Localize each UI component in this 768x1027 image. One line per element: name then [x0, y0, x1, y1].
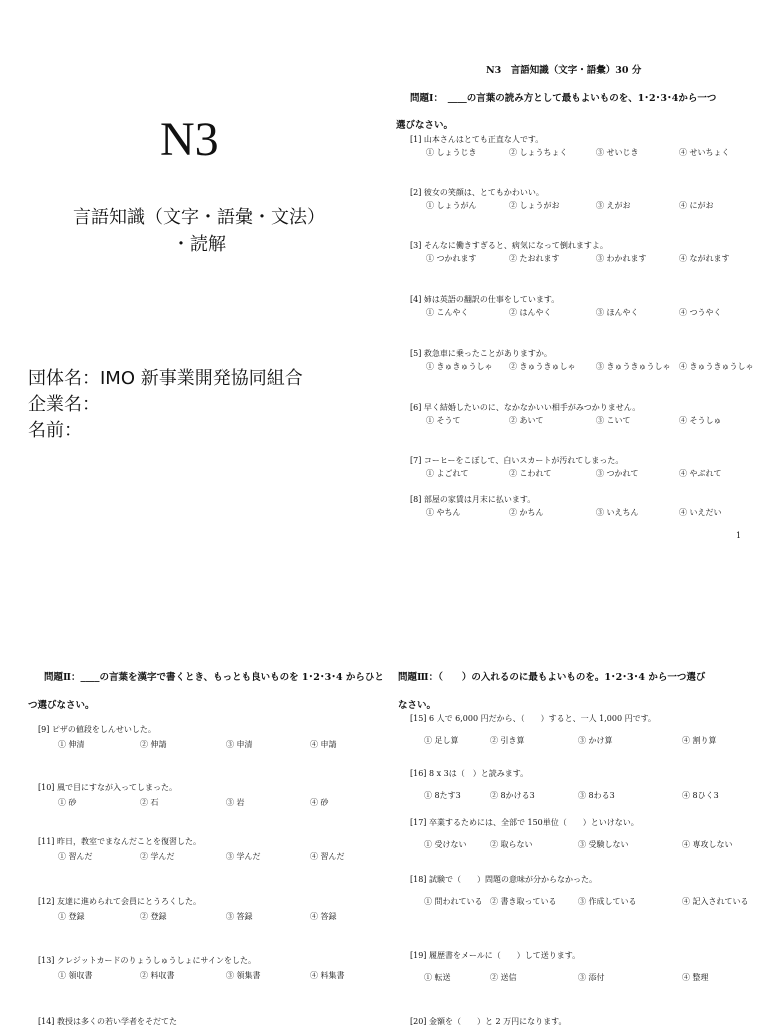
- answer-option[interactable]: ③ えがお: [596, 201, 631, 210]
- answer-option[interactable]: ④ 申請: [310, 740, 337, 749]
- answer-option[interactable]: ④ 専攻しない: [682, 840, 733, 849]
- question-stem: [4] 姉は英語の翻訳の仕事をしています。: [410, 295, 560, 304]
- answer-option[interactable]: ② 登録: [140, 912, 167, 921]
- answer-option[interactable]: ① しょうがん: [426, 201, 477, 210]
- answer-option[interactable]: ③ 受験しない: [578, 840, 629, 849]
- answer-option[interactable]: ② きゅうきゅしゃ: [509, 362, 576, 371]
- answer-option[interactable]: ④ にがお: [679, 201, 714, 210]
- answer-option[interactable]: ④ つうやく: [679, 308, 722, 317]
- answer-option[interactable]: ③ 申清: [226, 740, 253, 749]
- answer-option[interactable]: ③ 作成している: [578, 897, 637, 906]
- answer-option[interactable]: ③ こいて: [596, 416, 631, 425]
- answer-option[interactable]: ④ 記入されている: [682, 897, 749, 906]
- answer-option[interactable]: ① きゅきゅうしゃ: [426, 362, 493, 371]
- org-label: 団体名：IMO 新事業開発協同組合: [28, 368, 303, 389]
- answer-option[interactable]: ③ かけ算: [578, 736, 613, 745]
- answer-option[interactable]: ② しょうちょく: [509, 148, 568, 157]
- question-stem: [7] コーヒーをこぼして、白いスカートが汚れてしまった。: [410, 456, 624, 465]
- answer-option[interactable]: ③ きゅうきゅうしゃ: [596, 362, 671, 371]
- answer-option[interactable]: ② たおれます: [509, 254, 560, 263]
- answer-option[interactable]: ③ 岩: [226, 798, 245, 807]
- answer-option[interactable]: ② 書き取っている: [490, 897, 557, 906]
- question-stem: [19] 履歴書をメールに（ ）して送ります。: [410, 951, 581, 960]
- answer-option[interactable]: ③ 学んだ: [226, 852, 261, 861]
- answer-option[interactable]: ④ そうしゅ: [679, 416, 722, 425]
- cover-subject: [64, 204, 334, 258]
- page3-instruction-line1: 問題Ⅲ：（ ）の入れるのに最もよいものを。1･2･3･4 から一つ選び: [398, 672, 706, 683]
- question-stem: [18] 試験で（ ）問題の意味が分からなかった。: [410, 875, 597, 884]
- question-stem: [11] 昨日，教室でまなんだことを復習した。: [38, 837, 201, 846]
- question-stem: [1] 山本さんはとても正直な人です。: [410, 135, 544, 144]
- page1-instruction-line1: 問題Ⅰ： ____の言葉の読み方として最もよいものを、1･2･3･4から一つ: [410, 93, 717, 104]
- cover-level-title: N3: [160, 113, 219, 166]
- answer-option[interactable]: ④ 料集書: [310, 971, 345, 980]
- question-stem: [16] 8 x 3は（ ）と読みます。: [410, 769, 529, 778]
- answer-option[interactable]: ② 伸請: [140, 740, 167, 749]
- answer-option[interactable]: ④ 割り算: [682, 736, 717, 745]
- answer-option[interactable]: ④ 8ひく3: [682, 791, 719, 800]
- answer-option[interactable]: ② 石: [140, 798, 159, 807]
- answer-option[interactable]: ③ 領集書: [226, 971, 261, 980]
- answer-option[interactable]: ① 登録: [58, 912, 85, 921]
- answer-option[interactable]: ① 受けない: [424, 840, 467, 849]
- answer-option[interactable]: ② しょうがお: [509, 201, 560, 210]
- answer-option[interactable]: ③ いえちん: [596, 508, 639, 517]
- answer-option[interactable]: ③ 8わる3: [578, 791, 615, 800]
- answer-option[interactable]: ② はんやく: [509, 308, 552, 317]
- page2-partial-line: [14] 教授は多くの若い学者をそだてた: [38, 1017, 177, 1026]
- page-number: 1: [736, 531, 742, 540]
- page1-instruction-line2: 選びなさい。: [396, 120, 454, 131]
- answer-option[interactable]: ④ 習んだ: [310, 852, 345, 861]
- answer-option[interactable]: ① 伸清: [58, 740, 85, 749]
- name-label: 名前：: [28, 420, 82, 441]
- answer-option[interactable]: ② あいて: [509, 416, 544, 425]
- answer-option[interactable]: ① そうて: [426, 416, 461, 425]
- question-stem: [2] 彼女の笑顔は、とてもかわいい。: [410, 188, 544, 197]
- question-stem: [5] 救急車に乗ったことがありますか。: [410, 349, 552, 358]
- question-stem: [17] 卒業するためには、全部で 150単位（ ）といけない。: [410, 818, 639, 827]
- page3-instruction-line2: なさい。: [398, 700, 437, 711]
- answer-option[interactable]: ① 習んだ: [58, 852, 93, 861]
- question-stem: [13] クレジットカードのりょうしゅうしょにサインをした。: [38, 956, 256, 965]
- answer-option[interactable]: ④ 答録: [310, 912, 337, 921]
- answer-option[interactable]: ③ せいじき: [596, 148, 639, 157]
- page2-instruction-line1: 問題Ⅱ：____の言葉を漢字で書くとき、もっとも良いものを 1･2･3･4 からひと: [44, 672, 384, 683]
- answer-option[interactable]: ④ せいちょく: [679, 148, 730, 157]
- cover-subject-line1: 言語知識（文字・語彙・文法）: [73, 207, 325, 228]
- company-label: 企業名：: [28, 394, 100, 415]
- answer-option[interactable]: ① 8たす3: [424, 791, 461, 800]
- answer-option[interactable]: ① よごれて: [426, 469, 469, 478]
- answer-option[interactable]: ② 学んだ: [140, 852, 175, 861]
- answer-option[interactable]: ③ 添付: [578, 973, 605, 982]
- answer-option[interactable]: ① こんやく: [426, 308, 469, 317]
- answer-option[interactable]: ② かちん: [509, 508, 544, 517]
- answer-option[interactable]: ① 領収書: [58, 971, 93, 980]
- answer-option[interactable]: ① つかれます: [426, 254, 477, 263]
- cover-subject-line2: ・読解: [172, 234, 226, 255]
- answer-option[interactable]: ① 砂: [58, 798, 77, 807]
- question-stem: [3] そんなに働きすぎると、病気になって倒れますよ。: [410, 241, 608, 250]
- question-stem: [10] 風で目にすなが入ってしまった。: [38, 783, 177, 792]
- answer-option[interactable]: ② 引き算: [490, 736, 525, 745]
- answer-option[interactable]: ④ やぶれて: [679, 469, 722, 478]
- answer-option[interactable]: ③ つかれて: [596, 469, 639, 478]
- answer-option[interactable]: ② 料収書: [140, 971, 175, 980]
- answer-option[interactable]: ④ きゅうきゅうしゃ: [679, 362, 754, 371]
- answer-option[interactable]: ③ 答録: [226, 912, 253, 921]
- answer-option[interactable]: ② 8かける3: [490, 791, 535, 800]
- answer-option[interactable]: ④ 砂: [310, 798, 329, 807]
- answer-option[interactable]: ④ 整理: [682, 973, 709, 982]
- answer-option[interactable]: ④ いえだい: [679, 508, 722, 517]
- answer-option[interactable]: ② こわれて: [509, 469, 552, 478]
- question-stem: [8] 部屋の家賃は月末に払います。: [410, 495, 536, 504]
- answer-option[interactable]: ④ ながれます: [679, 254, 730, 263]
- answer-option[interactable]: ② 取らない: [490, 840, 533, 849]
- page1-title: N3 言語知識（文字・語彙）30 分: [486, 65, 642, 76]
- answer-option[interactable]: ① 足し算: [424, 736, 459, 745]
- question-stem: [9] ピザの値段をしんせいした。: [38, 725, 156, 734]
- answer-option[interactable]: ① 転送: [424, 973, 451, 982]
- answer-option[interactable]: ① しょうじき: [426, 148, 477, 157]
- answer-option[interactable]: ② 送信: [490, 973, 517, 982]
- question-stem: [6] 早く結婚したいのに、なかなかいい相手がみつかりません。: [410, 403, 641, 412]
- answer-option[interactable]: ① やちん: [426, 508, 461, 517]
- page3-partial-line: [20] 金額を（ ）と 2 万円になります。: [410, 1017, 567, 1026]
- answer-option[interactable]: ① 問われている: [424, 897, 483, 906]
- question-stem: [12] 友達に進められて会員にとうろくした。: [38, 897, 201, 906]
- page2-instruction-line2: つ選びなさい。: [28, 700, 95, 711]
- answer-option[interactable]: ③ わかれます: [596, 254, 647, 263]
- answer-option[interactable]: ③ ほんやく: [596, 308, 639, 317]
- question-stem: [15] 6 人で 6,000 円だから、（ ）すると、一人 1,000 円です。: [410, 714, 656, 723]
